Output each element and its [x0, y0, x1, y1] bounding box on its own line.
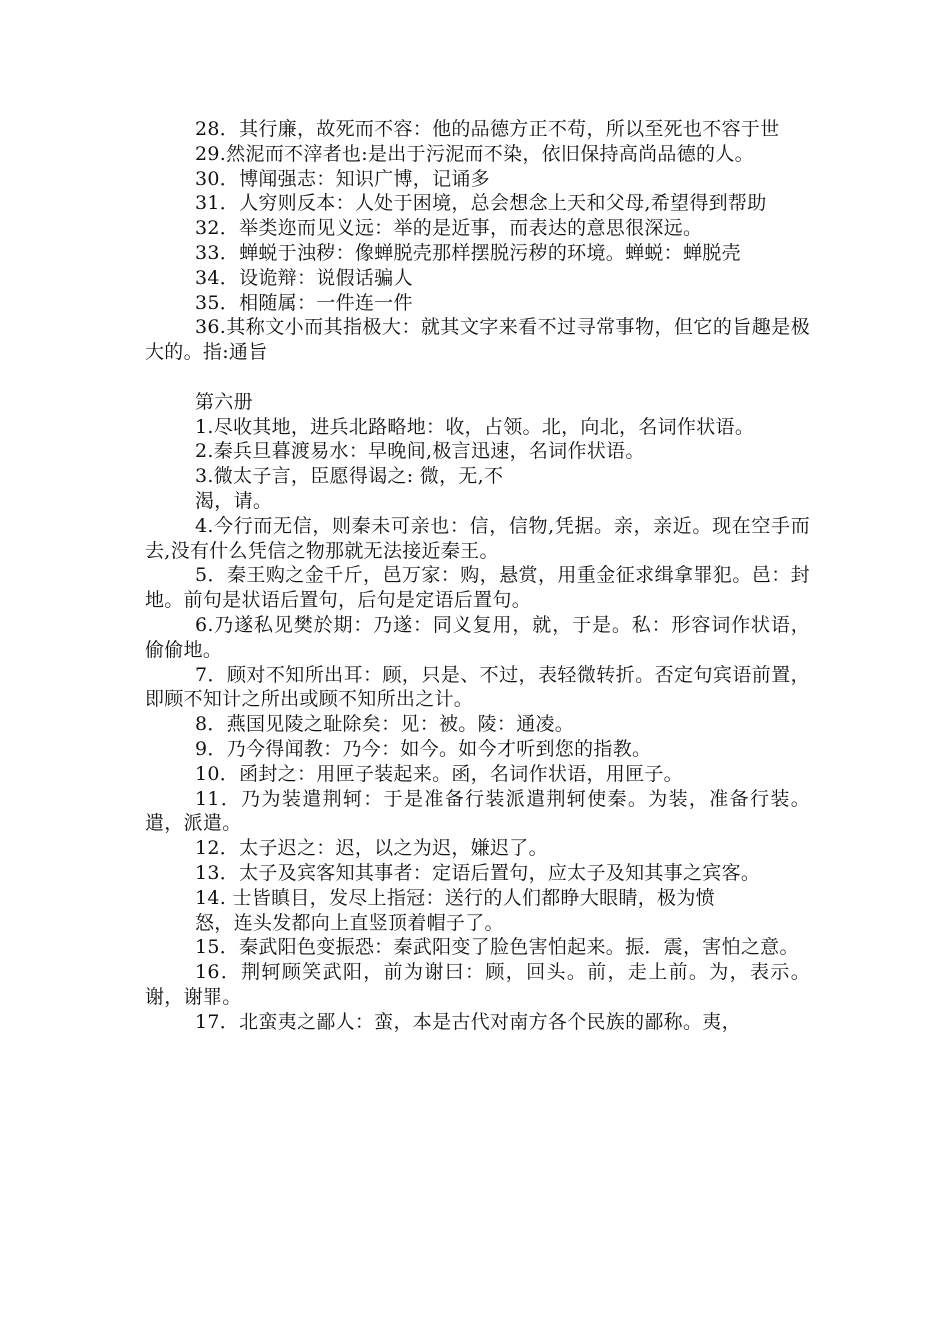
note-34: 34．设诡辩：说假话骗人	[195, 266, 413, 289]
document-body	[145, 117, 810, 1034]
note-8: 8．燕国见陵之耻除矣：见：被。陵：通凌。	[195, 713, 575, 736]
note-17: 17．北蛮夷之鄙人：蛮，本是古代对南方各个民族的鄙称。夷，	[195, 1010, 741, 1033]
note-1: 1.尽收其地，进兵北路略地：收，占领。北，向北，名词作状语。	[195, 415, 755, 438]
note-10: 10．函封之：用匣子装起来。函，名词作状语，用匣子。	[195, 762, 683, 785]
note-9: 9．乃今得闻教：乃今：如今。如今才听到您的指教。	[195, 737, 652, 760]
note-29: 29.然泥而不滓者也:是出于污泥而不染，依旧保持高尚品德的人。	[195, 142, 754, 165]
section-gap	[145, 365, 810, 390]
note-36: 36.其称文小而其指极大：就其文字来看不过寻常事物，但它的旨趣是极大的。指:通旨	[145, 316, 810, 364]
note-12: 12．太子迟之：迟，以之为迟，嫌迟了。	[195, 837, 548, 860]
note-15: 15．秦武阳色变振恐：秦武阳变了脸色害怕起来。振．震，害怕之意。	[195, 936, 799, 959]
note-13: 13．太子及宾客知其事者：定语后置句，应太子及知其事之宾客。	[195, 861, 761, 884]
note-32: 32．举类迩而见义远：举的是近事，而表达的意思很深远。	[195, 217, 703, 240]
note-2: 2.秦兵旦暮渡易水：早晚间,极言迅速，名词作状语。	[195, 440, 645, 463]
note-33: 33．蝉蜕于浊秽：像蝉脱壳那样摆脱污秽的环境。蝉蜕：蝉脱壳	[195, 241, 741, 264]
section-heading: 第六册	[195, 390, 253, 413]
note-7: 7．顾对不知所出耳：顾，只是、不过，表轻微转折。否定句宾语前置，即顾不知计之所出或顾不知所出之计。	[145, 663, 810, 711]
note-16: 16．荆轲顾笑武阳，前为谢曰：顾，回头。前，走上前。为，表示。谢，谢罪。	[145, 961, 810, 1008]
note-14: 14. 士皆瞋目，发尽上指冠：送行的人们都睁大眼睛，极为愤	[195, 886, 715, 909]
note-6: 6.乃遂私见樊於期：乃遂：同义复用，就，于是。私：形容词作状语，偷偷地。	[145, 613, 810, 661]
note-30: 30．博闻强志：知识广博，记诵多	[195, 167, 490, 190]
note-35: 35．相随属：一件连一件	[195, 291, 413, 314]
note-3: 3.微太子言，臣愿得谒之: 微，无,不	[195, 465, 504, 488]
note-28: 28．其行廉，故死而不容：他的品德方正不苟，所以至死也不容于世	[195, 118, 780, 140]
note-31: 31．人穷则反本：人处于困境，总会想念上天和父母,希望得到帮助	[195, 192, 767, 215]
note-11: 11．乃为装遣荆轲：于是准备行装派遣荆轲使秦。为装，准备行装。遣，派遣。	[145, 787, 810, 835]
note-3-continuation: 渴，请。	[195, 489, 273, 512]
note-14-continuation: 怒，连头发都向上直竖顶着帽子了。	[195, 911, 504, 934]
note-4: 4.今行而无信，则秦未可亲也：信，信物,凭据。亲，亲近。现在空手而去,没有什么凭信之物那就无法接近秦王。	[145, 514, 810, 562]
note-5: 5．秦王购之金千斤，邑万家：购，悬赏，用重金征求缉拿罪犯。邑：封地。前句是状语后置句，后句是定语后置句。	[145, 564, 810, 612]
